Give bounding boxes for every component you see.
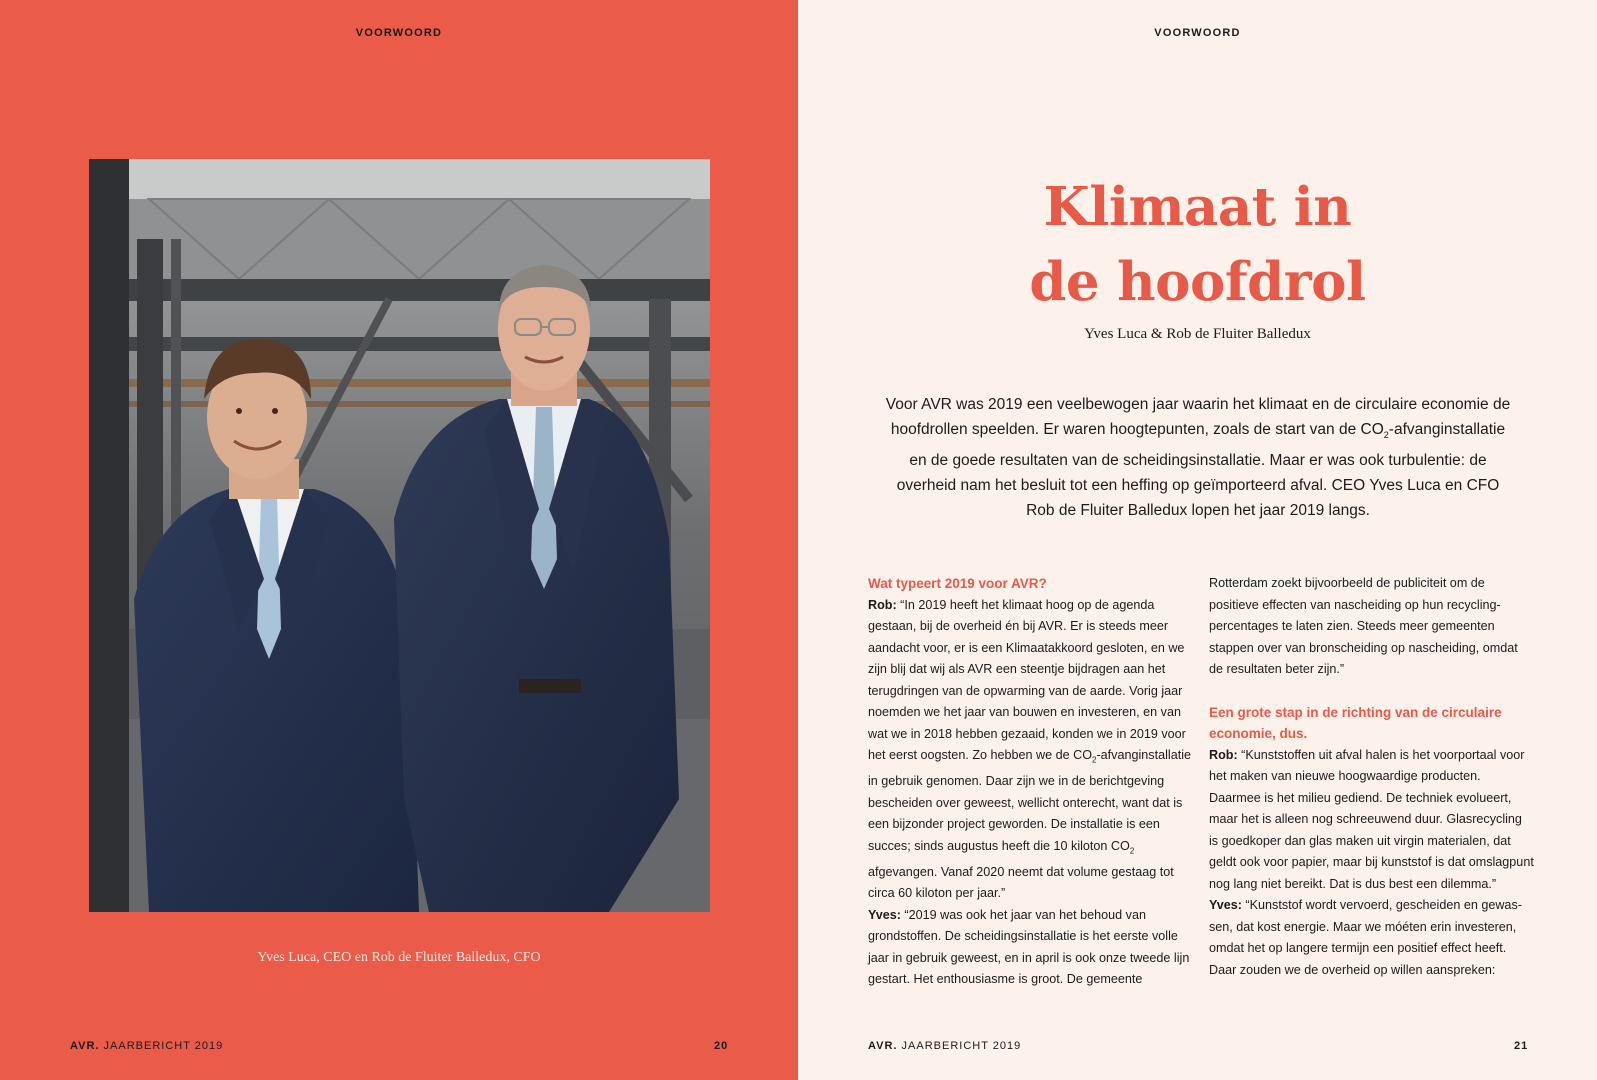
article-title xyxy=(798,170,1597,320)
byline: Yves Luca & Rob de Fluiter Balledux xyxy=(1084,326,1311,342)
speaker-yves-2: Yves: xyxy=(1209,898,1242,912)
answer-2-part-1: “2019 was ook het jaar van het behoud van grondstoffen. De scheidingsinstallatie is het eerste volle jaar in gebruik geweest, en in april is ook onze tweede lijn gestart. Het enthousiasme is groot. De gemeente xyxy=(868,907,1190,987)
photo-caption: Yves Luca, CEO en Rob de Fluiter Balledux, CFO xyxy=(257,950,541,965)
footer-logo-text: AVR. xyxy=(70,1040,100,1052)
answer-4 xyxy=(1209,895,1534,981)
speaker-rob-2: Rob: xyxy=(1209,747,1238,762)
footer-brand-left xyxy=(70,1040,223,1052)
question-2: Een grote stap in de richting van de circulaire economie, dus. xyxy=(1209,704,1502,741)
speaker-yves: Yves: xyxy=(868,907,901,922)
intro-paragraph xyxy=(883,392,1513,523)
answer-2 xyxy=(868,905,1193,991)
footer-title: JAARBERICHT 2019 xyxy=(103,1040,224,1052)
answer-1-part-3: afgevangen. Vanaf 2020 neemt dat volume gestaag tot circa 60 kiloton per jaar.” xyxy=(868,864,1174,901)
photo-illustration xyxy=(89,159,710,912)
right-page xyxy=(798,0,1597,1080)
question-1: Wat typeert 2019 voor AVR? xyxy=(868,576,1047,591)
answer-1-part-1: “In 2019 heeft het klimaat hoog op de agenda gestaan, bij de overheid én bij AVR. Er is steeds meer aandacht voor, er is een Klimaatakkoord gesloten, en we zijn blij dat wij als AVR een steentje bijdragen aan het terugdringen van de opwarming van de aarde. Vorig jaar noemden we het jaar van bouwen en investeren, en van wat we in 2018 hebben gezaaid, konden we in 2019 voor het eerst oogsten. Zo hebben we de CO xyxy=(868,597,1186,762)
answer-1-part-2: -afvanginstallatie in gebruik genomen. Daar zijn we in de berichtgeving bescheiden over geweest, wellicht onterecht, want dat is een bijzonder project geworden. De installatie is een succes; sinds augustus heeft die 10 kiloton CO xyxy=(868,748,1191,853)
intro-subscript: 2 xyxy=(1383,430,1389,441)
answer-4-text: “Kunststof wordt vervoerd, gescheiden en gewassen, dat kost energie. Maar we móéten erin investeren, omdat het op langere termijn een positief effect heeft. Daar zouden we de overheid op willen aanspreken: xyxy=(1209,898,1522,977)
page-number-left: 20 xyxy=(714,1040,729,1052)
column-2 xyxy=(1209,573,1534,981)
answer-3-text: “Kunststoffen uit afval halen is het voorportaal voor het maken van nieuwe hoogwaardige producten. Daarmee is het milieu gediend. De techniek evolueert, maar het is alleen nog schreeuwend duur. Glasrecycling is goedkoper dan glas maken uit virgin materialen, dat geldt ook voor papier, maar bij kunststof is dat omslagpunt nog lang niet bereikt. Dat is dus best een dilemma.” xyxy=(1209,747,1534,891)
answer-2-continued: Rotterdam zoekt bijvoorbeeld de publiciteit om de positieve effecten van nascheiding op hun recyclingpercentages te laten zien. Steeds meer gemeenten stappen over van bronscheiding op nascheiding, omdat de resultaten beter zijn.” xyxy=(1209,576,1518,676)
footer-brand-right xyxy=(868,1040,1021,1052)
footer-title-right: JAARBERICHT 2019 xyxy=(901,1040,1022,1052)
column-1 xyxy=(868,573,1193,991)
answer-1 xyxy=(868,595,1193,905)
running-head-left: VOORWOORD xyxy=(355,27,443,39)
running-head-right: VOORWOORD xyxy=(1154,27,1241,39)
title-line-2: de hoofdrol xyxy=(1029,251,1366,313)
left-page xyxy=(0,0,798,1080)
executives-photo xyxy=(89,159,710,912)
answer-1-sub-1: 2 xyxy=(1092,755,1097,765)
answer-3 xyxy=(1209,745,1534,896)
title-line-1: Klimaat in xyxy=(1043,176,1352,238)
answer-1-sub-2: 2 xyxy=(1129,846,1135,856)
intro-text-a: Voor AVR was 2019 een veelbewogen jaar waarin het klimaat en de circulaire economie de hoofdrollen speelden. Er waren hoogtepunten, zoals de start van de CO xyxy=(885,396,1511,438)
speaker-rob: Rob: xyxy=(868,597,897,612)
page-number-right: 21 xyxy=(1514,1040,1529,1052)
footer-logo-text-right: AVR. xyxy=(868,1040,898,1052)
intro-text-b: -afvanginstallatie en de goede resultaten van de scheidingsinstallatie. Maar er was ook turbulentie: de overheid nam het besluit tot een heffing op geïmporteerd afval. CEO Yves Luca en CFO Rob de Fluiter Balledux lopen het jaar 2019 langs. xyxy=(896,421,1506,520)
